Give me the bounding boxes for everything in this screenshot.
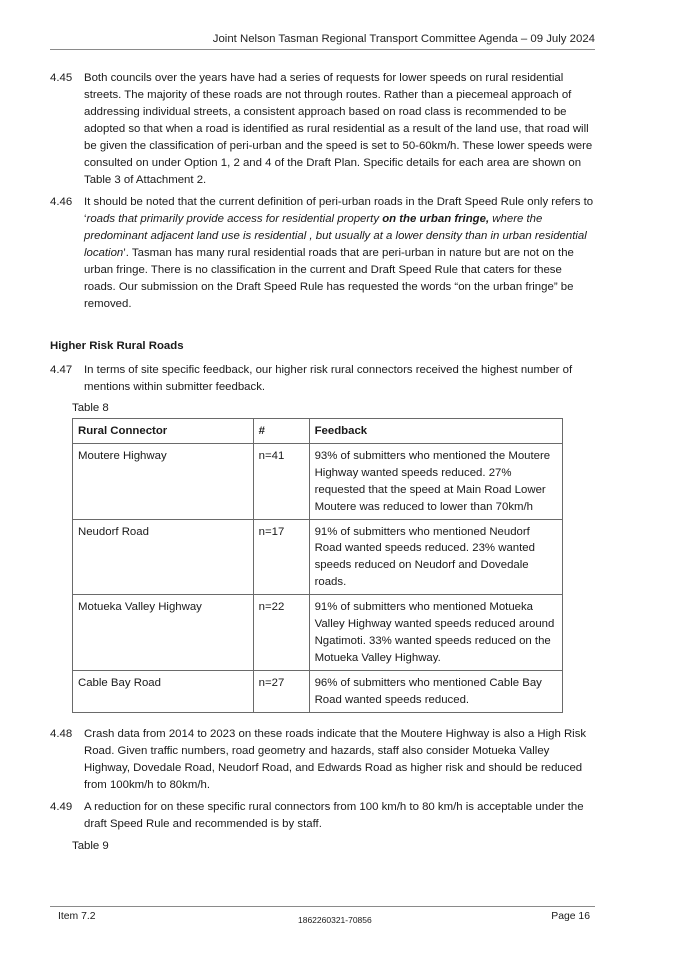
footer-divider [50, 906, 595, 907]
cell-feedback: 96% of submitters who mentioned Cable Bay Road wanted speeds reduced. [309, 670, 562, 712]
paragraph-4-49 [50, 799, 595, 833]
cell-count: n=22 [253, 595, 309, 671]
footer-document-reference: 1862260321-70856 [298, 915, 372, 925]
cell-feedback: 91% of submitters who mentioned Neudorf Road wanted speeds reduced. 23% wanted speeds reduced on Neudorf and Dovedale roads. [309, 519, 562, 595]
column-header-count: # [253, 419, 309, 444]
table-header-row [73, 419, 563, 444]
cell-road: Moutere Highway [73, 443, 254, 519]
paragraph-number: 4.48 [50, 728, 73, 740]
paragraph-text: In terms of site specific feedback, our higher risk rural connectors received the highest number of mentions within submitter feedback. [84, 364, 573, 393]
cell-road: Cable Bay Road [73, 670, 254, 712]
paragraph-number: 4.46 [50, 196, 73, 208]
section-heading: Higher Risk Rural Roads [50, 340, 184, 352]
rural-connector-table [72, 418, 563, 713]
paragraph-outro: ’. Tasman has many rural residential roads that are peri-urban in nature but are not on the urban fringe. There is no classification in the current and Draft Speed Rule that caters for these roads. Our submission on the Draft Speed Rule has requested the words “on the urban fringe” be removed. [84, 247, 574, 310]
table-row [73, 595, 563, 671]
paragraph-intro: It should be noted that the current definition of peri-urban roads in the Draft Speed Rule only refers to ‘ [84, 196, 594, 225]
cell-feedback: 91% of submitters who mentioned Motueka Valley Highway wanted speeds reduced around Ngatimoti. 33% wanted speeds reduced on the Motueka Valley Highway. [309, 595, 562, 671]
document-header-title: Joint Nelson Tasman Regional Transport Committee Agenda – 09 July 2024 [212, 33, 595, 45]
quote-emphasis: on the urban fringe, [382, 213, 490, 225]
cell-count: n=27 [253, 670, 309, 712]
cell-count: n=17 [253, 519, 309, 595]
cell-road: Motueka Valley Highway [73, 595, 254, 671]
paragraph-4-48 [50, 726, 595, 794]
footer-page-number: Page 16 [551, 911, 590, 922]
paragraph-4-47 [50, 362, 595, 396]
paragraph-text [84, 194, 595, 313]
paragraph-text: Both councils over the years have had a series of requests for lower speeds on rural residential streets. The majority of these roads are not through routes. Rather than a piecemeal approach of addressing individual streets, a consistent approach based on road class is recommended to be adopted so that when a road is identified as rural residential as a result of the land use, that road will be given the classification of peri-urban and the speed is set to 50-60km/h. These lower speeds were consulted on under Option 1, 2 and 4 of the Draft Plan. Specific details for each area are shown on Table 3 of Attachment 2. [84, 72, 593, 186]
paragraph-4-46 [50, 194, 595, 313]
footer-item-number: Item 7.2 [58, 911, 96, 922]
paragraph-text: A reduction for on these specific rural connectors from 100 km/h to 80 km/h is acceptable under the draft Speed Rule and recommended is by staff. [84, 801, 584, 830]
header-divider [50, 49, 595, 50]
cell-count: n=41 [253, 443, 309, 519]
column-header-feedback: Feedback [309, 419, 562, 444]
quote-part-b: where the predominant adjacent land use is residential , but usually at a lower density than in urban residential location [84, 213, 587, 259]
cell-road: Neudorf Road [73, 519, 254, 595]
table-9-caption: Table 9 [72, 840, 109, 852]
paragraph-4-45 [50, 70, 595, 189]
table-row [73, 519, 563, 595]
column-header-rural-connector: Rural Connector [73, 419, 254, 444]
paragraph-number: 4.45 [50, 72, 73, 84]
table-8-caption: Table 8 [72, 402, 109, 414]
table-row [73, 670, 563, 712]
paragraph-number: 4.49 [50, 801, 73, 813]
table-row [73, 443, 563, 519]
quote-part-a: roads that primarily provide access for residential property [86, 213, 383, 225]
paragraph-number: 4.47 [50, 364, 73, 376]
cell-feedback: 93% of submitters who mentioned the Moutere Highway wanted speeds reduced. 27% requested that the speed at Main Road Lower Moutere was reduced to lower than 70km/h [309, 443, 562, 519]
paragraph-text: Crash data from 2014 to 2023 on these roads indicate that the Moutere Highway is also a High Risk Road. Given traffic numbers, road geometry and hazards, staff also consider Motueka Valley Highway, Dovedale Road, Neudorf Road, and Edwards Road as higher risk and should be reduced from 100km/h to 80km/h. [84, 728, 587, 791]
